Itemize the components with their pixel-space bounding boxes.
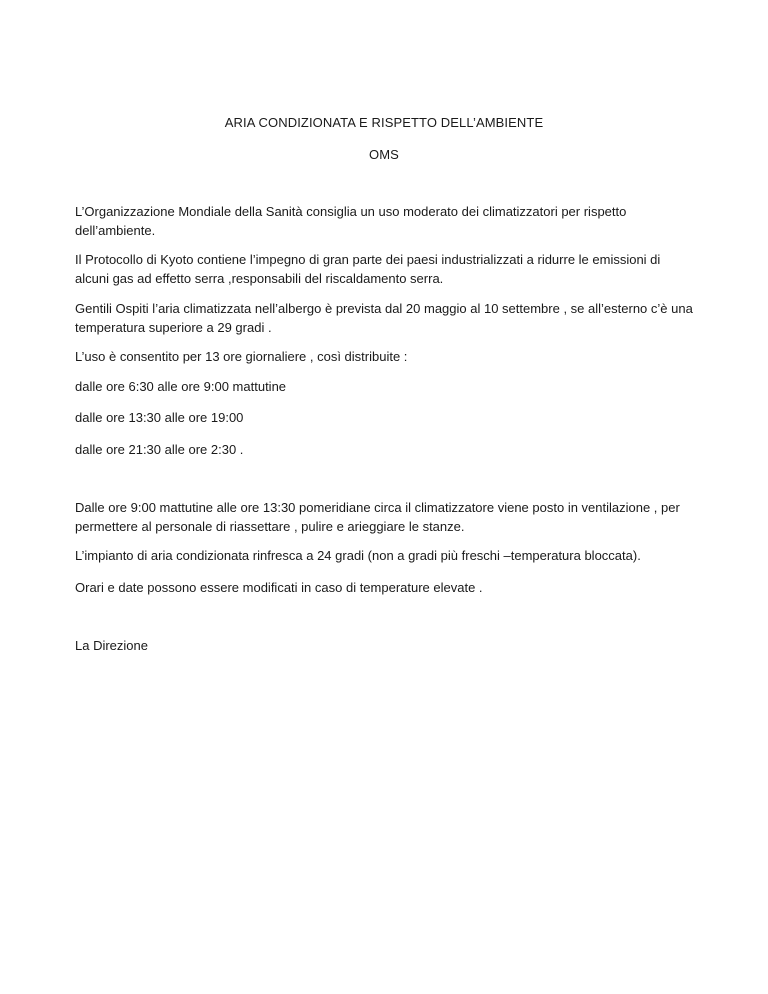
paragraph-usage-hours: L’uso è consentito per 13 ore giornaliere , così distribuite : [75, 349, 408, 364]
paragraph-temperature: L’impianto di aria condizionata rinfresca a 24 gradi (non a gradi più freschi –temperatura bloccata). [75, 548, 641, 563]
paragraph-kyoto-protocol: Il Protocollo di Kyoto contiene l’impegno di gran parte dei paesi industrializzati a ridurre le emissioni di alcuni gas ad effetto serra ,responsabili del riscaldamento serra. [75, 252, 661, 286]
paragraph-changes-notice: Orari e date possono essere modificati in caso di temperature elevate . [75, 580, 483, 595]
paragraph-oms-advice: L’Organizzazione Mondiale della Sanità consiglia un uso moderato dei climatizzatori per rispetto dell’ambiente. [75, 204, 627, 238]
document-subtitle: OMS [369, 147, 399, 162]
paragraph-ventilation: Dalle ore 9:00 mattutine alle ore 13:30 pomeridiane circa il climatizzatore viene posto in ventilazione , per permettere al personale di riassettare , pulire e arieggiare le stanze. [75, 500, 680, 534]
schedule-night: dalle ore 21:30 alle ore 2:30 . [75, 442, 244, 457]
paragraph-climate-period: Gentili Ospiti l’aria climatizzata nell’albergo è prevista dal 20 maggio al 10 settembre , se all’esterno c’è una temperatura superiore a 29 gradi . [75, 301, 693, 335]
document-title: ARIA CONDIZIONATA E RISPETTO DELL’AMBIENTE [224, 115, 544, 130]
signature: La Direzione [75, 638, 148, 653]
schedule-afternoon: dalle ore 13:30 alle ore 19:00 [75, 410, 244, 425]
schedule-morning: dalle ore 6:30 alle ore 9:00 mattutine [75, 379, 287, 394]
